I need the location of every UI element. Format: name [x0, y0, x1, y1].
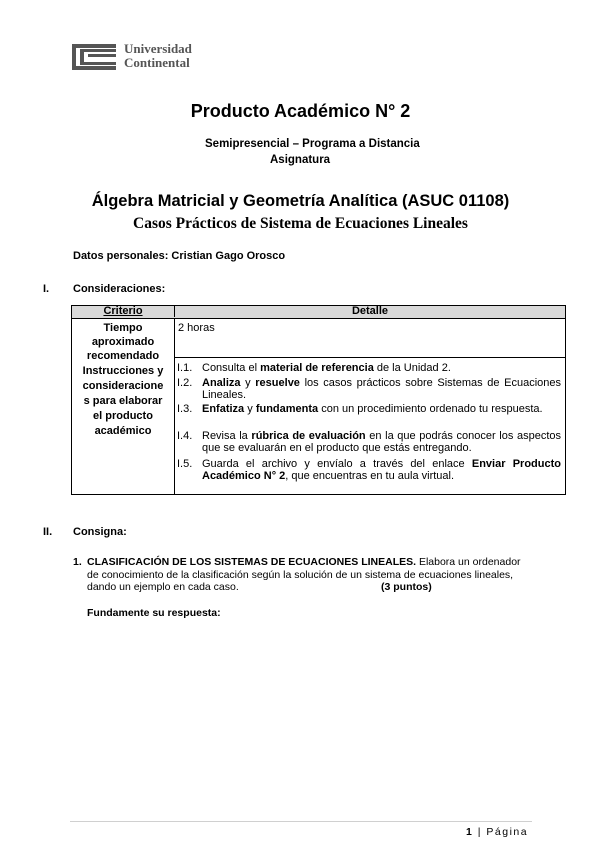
considerations-table [71, 305, 566, 495]
table-header [72, 306, 565, 319]
question1-number: 1. [73, 556, 82, 568]
footer-divider [70, 821, 532, 822]
list-item: I.5. Guarda el archivo y envíalo a través del enlace Enviar Producto Académico N° 2, que encuentras en tu aula virtual. [177, 458, 561, 482]
page-number: 1 [466, 826, 474, 838]
page-footer [466, 826, 528, 838]
detail-header: Detalle [174, 305, 565, 317]
question1-points: (3 puntos) [381, 581, 432, 593]
list-item: I.2. Analiza y resuelve los casos prácticos sobre Sistemas de Ecuaciones Lineales. [177, 377, 561, 401]
row1-criterion: Tiempo aproximado recomendado [86, 322, 160, 362]
personal-data: Datos personales: Cristian Gago Orosco [73, 250, 286, 262]
answer-label: Fundamente su respuesta: [87, 607, 221, 619]
logo-line2: Continental [124, 55, 190, 70]
course-title: Álgebra Matricial y Geometría Analítica (ASUC 01108) [91, 192, 510, 210]
logo-text [124, 42, 192, 70]
page-title: Producto Académico N° 2 [190, 101, 411, 121]
criterion-header: Criterio [103, 305, 143, 317]
section2-number: II. [43, 526, 53, 538]
row-divider [174, 357, 565, 358]
topic-title: Casos Prácticos de Sistema de Ecuaciones Lineales [133, 215, 468, 232]
row1-detail: 2 horas [178, 322, 215, 334]
list-item: I.1. Consulta el material de referencia de la Unidad 2. [177, 362, 451, 374]
page-label: | Página [477, 826, 529, 838]
logo-line1: Universidad [124, 41, 192, 56]
section1-number: I. [43, 283, 50, 295]
row2-criterion: Instrucciones y consideracione s para elaborar el producto académico [82, 365, 164, 437]
list-item: I.4. Revisa la rúbrica de evaluación en la que podrás conocer los aspectos que se evaluarán en el producto que estás entregando. [177, 430, 561, 454]
section1-label: Consideraciones: [73, 283, 166, 295]
section2-label: Consigna: [73, 526, 127, 538]
question1-text: CLASIFICACIÓN DE LOS SISTEMAS DE ECUACIONES LINEALES. Elabora un ordenador de conocimiento de la clasificación según la solución de un sistema de ecuaciones lineales, dando un ejemplo en cada caso. [87, 556, 521, 593]
list-item: I.3. Enfatiza y fundamenta con un procedimiento ordenado tu respuesta. [177, 403, 543, 415]
modality: Semipresencial – Programa a Distancia [205, 138, 420, 150]
subject-label: Asignatura [270, 154, 331, 166]
